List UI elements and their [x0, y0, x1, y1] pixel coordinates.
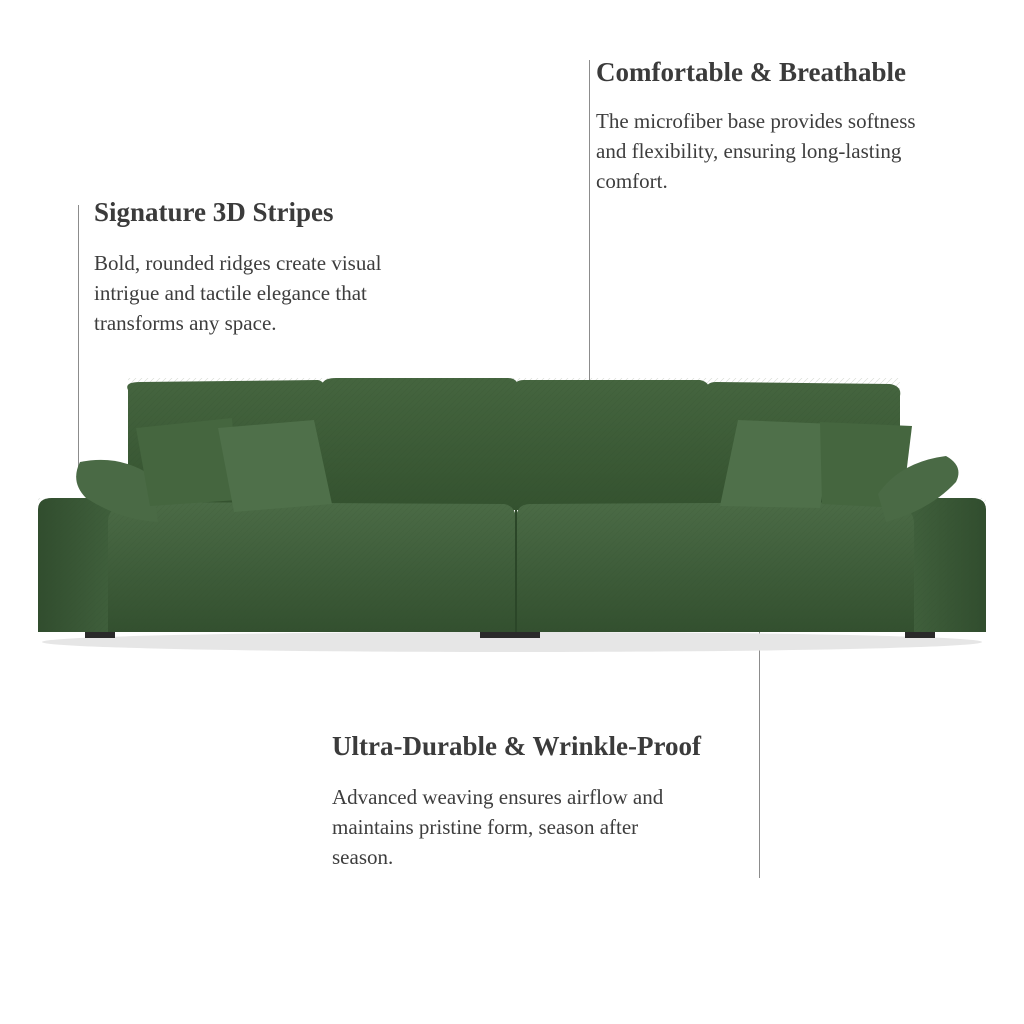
feature-description: Advanced weaving ensures airflow and maintains pristine form, season after season.: [332, 785, 664, 870]
feature-title: Signature 3D Stripes: [94, 197, 334, 227]
sofa-image: [0, 370, 1024, 670]
feature-description: The microfiber base provides softness and flexibility, ensuring long-lasting comfort.: [596, 109, 916, 194]
feature-title: Ultra-Durable & Wrinkle-Proof: [332, 731, 701, 761]
feature-description: Bold, rounded ridges create visual intrigue and tactile elegance that transforms any space.: [94, 251, 382, 336]
feature-stripes: [94, 196, 394, 338]
feature-title: Comfortable & Breathable: [596, 57, 906, 87]
feature-durable: [332, 730, 701, 872]
feature-breathable: [596, 56, 936, 196]
